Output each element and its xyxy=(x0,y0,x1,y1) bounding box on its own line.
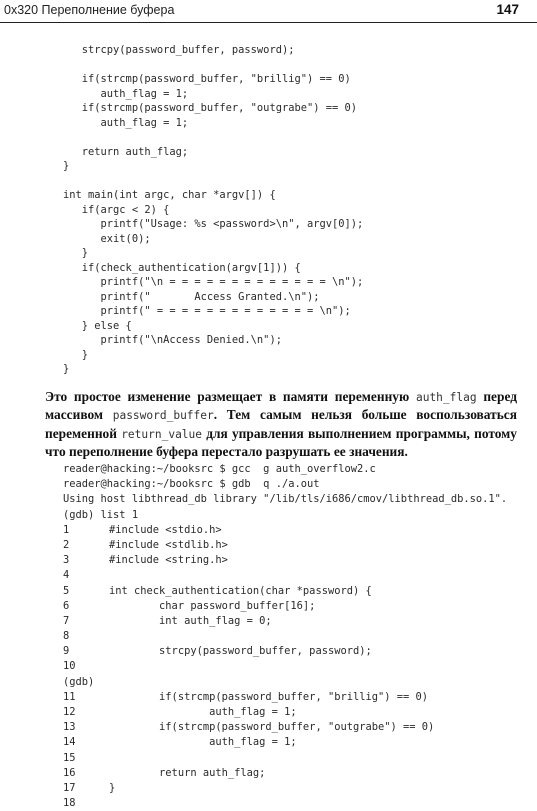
line-number: 11 xyxy=(63,690,76,703)
listing-row xyxy=(63,644,507,659)
line-number: 4 xyxy=(63,569,70,582)
listing-row xyxy=(63,705,507,720)
listing-row xyxy=(63,629,507,644)
listing-row xyxy=(63,675,507,690)
page-header xyxy=(0,0,537,23)
listing-text: } xyxy=(109,781,116,794)
listing-row xyxy=(63,614,507,629)
listing-text: int check_authentication(char *password) { xyxy=(109,584,372,597)
paragraph-text: . Тем самым нельзя больше воспользоваться переменной xyxy=(45,407,517,441)
listing-text: int auth_flag = 0; xyxy=(109,614,272,627)
code-line: auth_flag = 1; xyxy=(63,116,189,129)
listing-row xyxy=(63,553,507,568)
body-paragraph xyxy=(45,388,517,461)
paragraph-text: Это простое изменение размещает в памяти переменную xyxy=(45,389,416,404)
line-number: 15 xyxy=(63,751,76,764)
line-number: 9 xyxy=(63,645,70,658)
code-line: strcpy(password_buffer, password); xyxy=(63,44,295,56)
listing-row xyxy=(63,796,507,811)
listing-text: reader@hacking:~/booksrc $ gdb q ./a.out xyxy=(63,478,320,491)
line-number: 14 xyxy=(63,736,76,749)
listing-row xyxy=(63,462,507,477)
source-code-block xyxy=(63,43,363,377)
line-number: 12 xyxy=(63,706,76,718)
line-number: 16 xyxy=(63,766,76,779)
listing-text: #include <stdio.h> xyxy=(109,523,222,536)
listing-row xyxy=(63,492,507,507)
line-number: 2 xyxy=(63,538,70,551)
code-line xyxy=(63,58,363,73)
code-line: } xyxy=(63,363,70,375)
listing-text: char password_buffer[16]; xyxy=(109,599,316,612)
gdb-session-listing xyxy=(63,462,507,811)
code-line: return auth_flag; xyxy=(63,145,189,158)
listing-row xyxy=(63,720,507,735)
listing-text: #include <stdlib.h> xyxy=(109,538,228,551)
listing-row xyxy=(63,508,507,523)
code-line: printf("Usage: %s <password>\n", argv[0]); xyxy=(63,218,364,230)
listing-row xyxy=(63,584,507,599)
inline-code-return-value: return_value xyxy=(121,427,203,441)
code-line: } else { xyxy=(63,319,132,332)
line-number: 1 xyxy=(63,523,70,536)
line-number: 6 xyxy=(63,599,70,612)
listing-text: auth_flag = 1; xyxy=(109,706,297,718)
listing-text: return auth_flag; xyxy=(109,766,266,779)
page-number: 147 xyxy=(496,2,519,17)
inline-code-password-buffer: password_buffer xyxy=(112,409,214,423)
line-number: 10 xyxy=(63,660,76,673)
line-number: 5 xyxy=(63,584,70,597)
code-line: printf(" = = = = = = = = = = = = = \n"); xyxy=(63,305,351,317)
code-line: printf("\nAccess Denied.\n"); xyxy=(63,334,282,346)
listing-row xyxy=(63,568,507,583)
inline-code-auth-flag: auth_flag xyxy=(415,391,477,404)
listing-text: #include <string.h> xyxy=(109,554,228,567)
line-number: 8 xyxy=(63,630,70,643)
code-line: if(check_authentication(argv[1])) { xyxy=(63,261,301,274)
listing-row xyxy=(63,735,507,750)
code-line: auth_flag = 1; xyxy=(63,87,189,100)
listing-row xyxy=(63,477,507,492)
listing-text: (gdb) list 1 xyxy=(63,508,139,521)
listing-row xyxy=(63,690,507,705)
paragraph-text: перед массивом xyxy=(45,389,517,423)
code-line: printf("\n = = = = = = = = = = = = = \n"); xyxy=(63,276,364,288)
line-number: 7 xyxy=(63,614,70,627)
paragraph-text: для управления выполнением программы, потому что переполнение буфера перестало разрушать ее значения. xyxy=(45,425,517,460)
listing-text: strcpy(password_buffer, password); xyxy=(109,645,372,658)
code-line: int main(int argc, char *argv[]) { xyxy=(63,189,276,201)
code-line: if(argc < 2) { xyxy=(63,203,170,216)
code-line: printf(" Access Granted.\n"); xyxy=(63,290,320,303)
code-line: } xyxy=(63,247,89,259)
line-number: 3 xyxy=(63,554,70,567)
listing-row xyxy=(63,523,507,538)
listing-row xyxy=(63,659,507,674)
listing-text: if(strcmp(password_buffer, "brillig") == 0) xyxy=(109,690,429,703)
code-line: if(strcmp(password_buffer, "outgrabe") == 0) xyxy=(63,102,358,114)
chapter-title: 0x320 Переполнение буфера xyxy=(4,3,175,17)
listing-row xyxy=(63,766,507,781)
line-number: 17 xyxy=(63,781,76,794)
line-number: 18 xyxy=(63,797,76,810)
code-line: if(strcmp(password_buffer, "brillig") == 0) xyxy=(63,73,351,85)
listing-text: auth_flag = 1; xyxy=(109,736,297,749)
listing-row xyxy=(63,538,507,553)
listing-text: reader@hacking:~/booksrc $ gcc g auth_overflow2.c xyxy=(63,463,376,475)
listing-text: if(strcmp(password_buffer, "outgrabe") == 0) xyxy=(109,721,435,734)
listing-row xyxy=(63,751,507,766)
code-line: } xyxy=(63,348,89,361)
listing-row xyxy=(63,781,507,796)
code-line xyxy=(63,174,363,189)
listing-text: Using host libthread_db library "/lib/tls/i686/cmov/libthread_db.so.1". xyxy=(63,493,508,506)
listing-text: (gdb) xyxy=(63,675,95,688)
code-line: exit(0); xyxy=(63,232,151,245)
code-line xyxy=(63,130,363,145)
code-line: } xyxy=(63,160,70,172)
line-number: 13 xyxy=(63,721,76,734)
listing-row xyxy=(63,599,507,614)
